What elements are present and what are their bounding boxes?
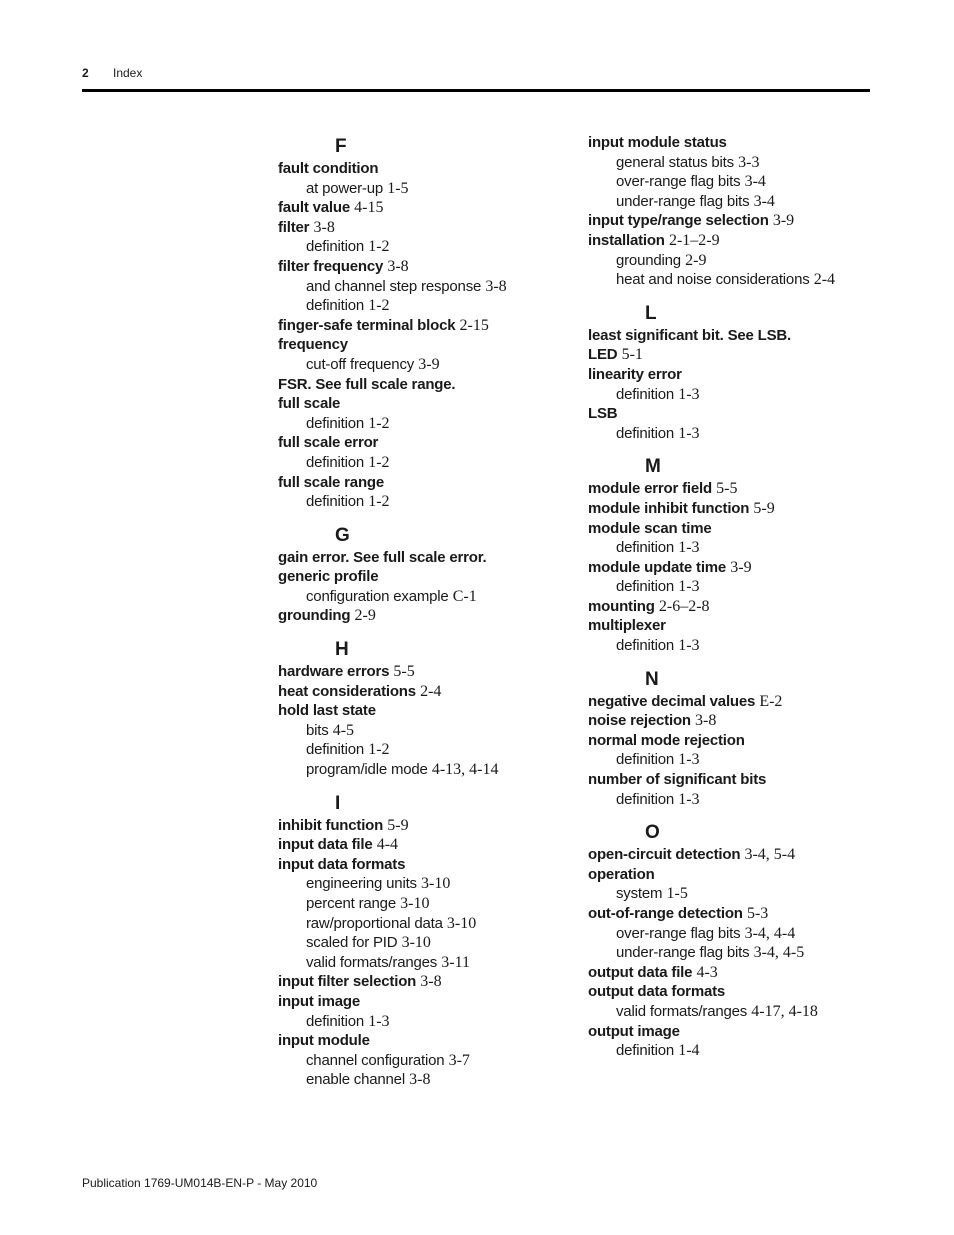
index-term — [588, 904, 888, 924]
index-subentry — [278, 1070, 578, 1090]
term-pages: 2-4 — [420, 682, 442, 700]
index-term — [588, 731, 888, 751]
subentry-text: definition — [616, 1042, 675, 1060]
term-pages: 3-8 — [313, 218, 335, 236]
section-letter: F — [335, 136, 347, 157]
index-section — [278, 792, 578, 1090]
subentry-text: definition — [616, 424, 675, 442]
term-text: input data formats — [278, 855, 406, 873]
index-term — [588, 558, 888, 578]
index-term — [278, 855, 578, 875]
subentry-text: valid formats/ranges — [306, 953, 438, 971]
index-subentry — [588, 424, 888, 444]
subentry-pages: 2-4 — [813, 271, 836, 289]
subentry-pages: 4-13, 4-14 — [431, 761, 499, 779]
index-subentry — [278, 874, 578, 894]
term-text: installation — [588, 231, 665, 249]
index-term — [588, 982, 888, 1002]
subentry-text: definition — [306, 297, 365, 315]
term-text: fault condition — [278, 160, 379, 177]
page-header — [82, 66, 870, 86]
subentry-text: bits — [306, 721, 329, 739]
term-text: input data file — [278, 836, 373, 854]
subentry-text: general status bits — [616, 153, 734, 171]
subentry-pages: 3-10 — [446, 914, 477, 932]
term-pages: 3-9 — [772, 212, 795, 230]
term-text: input image — [278, 992, 360, 1010]
index-subentry — [278, 953, 578, 973]
index-subentry — [588, 943, 888, 963]
term-pages: 4-3 — [696, 963, 718, 981]
subentry-text: program/idle mode — [306, 761, 428, 779]
header-label: Index — [113, 66, 143, 80]
index-term — [588, 211, 888, 231]
subentry-pages: 1-3 — [678, 385, 700, 403]
subentry-pages: 4-17, 4-18 — [751, 1002, 818, 1020]
subentry-pages: 3-10 — [401, 934, 431, 952]
index-term — [278, 682, 578, 702]
term-text: input module status — [588, 134, 727, 151]
subentry-pages: 3-9 — [418, 355, 440, 373]
subentry-pages: 1-3 — [678, 539, 700, 557]
term-text: fault value — [278, 199, 350, 217]
term-pages: 4-15 — [354, 199, 384, 217]
index-subentry — [588, 790, 888, 810]
index-term — [588, 231, 888, 251]
term-text: LED — [588, 346, 618, 364]
header-rule — [82, 89, 870, 92]
index-section — [588, 668, 888, 810]
index-subentry — [278, 894, 578, 914]
index-term — [278, 335, 578, 355]
subentry-pages: 3-3 — [738, 153, 760, 171]
index-subentry — [278, 933, 578, 953]
term-text: hold last state — [278, 702, 376, 720]
subentry-text: definition — [616, 790, 675, 808]
index-subentry — [588, 172, 888, 192]
index-subentry — [278, 721, 578, 741]
index-section — [588, 133, 888, 290]
subentry-text: channel configuration — [306, 1051, 445, 1069]
subentry-pages: 1-3 — [678, 424, 700, 442]
term-text: normal mode rejection — [588, 731, 745, 749]
term-text: multiplexer — [588, 617, 666, 635]
term-text: finger-safe terminal block — [278, 316, 456, 334]
term-text: number of significant bits — [588, 771, 767, 789]
index-term — [278, 375, 578, 395]
page-number: 2 — [82, 66, 89, 80]
term-pages: 5-3 — [746, 905, 769, 922]
subentry-pages: 1-3 — [678, 578, 700, 596]
index-term — [278, 1031, 578, 1051]
term-text: filter — [278, 218, 310, 236]
subentry-pages: 1-2 — [368, 453, 390, 471]
index-subentry — [278, 914, 578, 934]
index-term — [278, 567, 578, 587]
term-pages: 5-1 — [621, 346, 643, 364]
term-text: inhibit function — [278, 816, 384, 834]
index-term — [588, 865, 888, 885]
index-term — [278, 662, 578, 682]
term-pages: 2-6–2-8 — [658, 597, 710, 615]
subentry-pages: 3-10 — [400, 895, 430, 912]
term-text: full scale range — [278, 473, 385, 491]
index-subentry — [588, 270, 888, 290]
subentry-pages: 3-8 — [485, 277, 507, 295]
term-pages: 5-5 — [393, 663, 415, 681]
term-text: noise rejection — [588, 712, 691, 730]
term-text: gain error. See full scale error. — [278, 548, 487, 566]
subentry-pages: 3-4 — [753, 192, 775, 210]
index-term — [588, 692, 888, 712]
subentry-text: definition — [616, 385, 675, 403]
subentry-text: definition — [306, 741, 365, 759]
index-subentry — [588, 385, 888, 405]
index-section — [278, 638, 578, 780]
subentry-text: cut-off frequency — [306, 355, 415, 373]
subentry-text: under-range flag bits — [616, 944, 750, 962]
index-section — [278, 135, 578, 512]
subentry-pages: 1-3 — [678, 790, 700, 808]
index-term — [278, 218, 578, 238]
index-subentry — [588, 636, 888, 656]
index-term — [278, 316, 578, 336]
subentry-text: over-range flag bits — [616, 924, 741, 942]
term-pages: 3-8 — [387, 257, 409, 275]
term-pages: E-2 — [759, 692, 783, 710]
term-pages: 3-8 — [420, 973, 442, 991]
subentry-text: valid formats/ranges — [616, 1002, 748, 1020]
subentry-pages: 1-4 — [678, 1042, 700, 1060]
index-subentry — [588, 884, 888, 904]
term-text: input type/range selection — [588, 212, 769, 230]
subentry-pages: 1-5 — [387, 179, 409, 197]
subentry-pages: 1-2 — [368, 741, 390, 759]
index-subentry — [588, 251, 888, 271]
subentry-text: heat and noise considerations — [616, 271, 810, 289]
subentry-pages: 3-8 — [409, 1071, 431, 1089]
term-text: least significant bit. See LSB. — [588, 326, 792, 344]
term-text: input module — [278, 1032, 370, 1050]
section-letter: I — [335, 792, 341, 814]
index-subentry — [588, 1002, 888, 1022]
index-section — [588, 455, 888, 655]
index-term — [278, 394, 578, 414]
subentry-pages: 1-2 — [368, 414, 390, 432]
index-term — [588, 345, 888, 365]
term-text: module update time — [588, 558, 727, 576]
index-subentry — [278, 453, 578, 473]
subentry-text: percent range — [306, 895, 396, 912]
term-text: hardware errors — [278, 663, 390, 681]
index-subentry — [278, 740, 578, 760]
index-subentry — [278, 296, 578, 316]
index-term — [588, 616, 888, 636]
index-subentry — [278, 414, 578, 434]
index-subentry — [278, 237, 578, 257]
subentry-pages: 1-2 — [368, 297, 390, 315]
subentry-pages: C-1 — [452, 587, 477, 605]
index-term — [588, 770, 888, 790]
index-term — [588, 326, 888, 346]
index-term — [588, 479, 888, 499]
term-text: output data file — [588, 963, 693, 981]
subentry-pages: 3-4 — [744, 173, 766, 191]
term-text: module error field — [588, 480, 712, 498]
subentry-pages: 2-9 — [685, 251, 707, 269]
term-text: linearity error — [588, 365, 682, 383]
index-section — [588, 821, 888, 1061]
index-term — [588, 1022, 888, 1042]
index-term — [278, 992, 578, 1012]
term-pages: 3-9 — [730, 558, 752, 576]
subentry-text: definition — [306, 238, 365, 256]
subentry-pages: 3-10 — [421, 875, 451, 893]
subentry-text: at power-up — [306, 179, 384, 197]
index-term — [588, 845, 888, 865]
subentry-text: definition — [306, 453, 365, 471]
index-subentry — [588, 577, 888, 597]
term-text: output image — [588, 1022, 680, 1040]
index-subentry — [278, 492, 578, 512]
term-pages: 2-9 — [354, 607, 376, 625]
index-section — [588, 302, 888, 444]
term-text: operation — [588, 865, 655, 883]
index-term — [588, 365, 888, 385]
subentry-text: over-range flag bits — [616, 173, 741, 191]
index-subentry — [588, 192, 888, 212]
term-text: output data formats — [588, 983, 726, 1001]
term-text: module inhibit function — [588, 499, 750, 517]
subentry-pages: 1-3 — [678, 751, 700, 769]
subentry-text: system — [616, 885, 663, 903]
subentry-pages: 1-3 — [368, 1012, 390, 1030]
term-text: frequency — [278, 336, 348, 354]
subentry-pages: 3-4, 4-5 — [753, 944, 805, 962]
index-column-left — [278, 133, 578, 1102]
term-pages: 4-4 — [376, 836, 399, 854]
index-term — [278, 433, 578, 453]
term-text: mounting — [588, 597, 655, 615]
term-text: open-circuit detection — [588, 846, 741, 864]
subentry-text: enable channel — [306, 1071, 405, 1089]
section-letter: L — [645, 302, 657, 324]
index-section — [278, 524, 578, 626]
subentry-text: definition — [306, 493, 365, 511]
term-text: filter frequency — [278, 257, 384, 275]
term-text: FSR. See full scale range. — [278, 375, 456, 393]
subentry-text: grounding — [616, 251, 681, 269]
index-term — [588, 597, 888, 617]
index-term — [278, 548, 578, 568]
term-text: full scale — [278, 395, 341, 413]
index-subentry — [278, 587, 578, 607]
section-letter: G — [335, 524, 350, 546]
term-pages: 5-9 — [753, 499, 775, 517]
term-text: full scale error — [278, 434, 379, 452]
subentry-text: definition — [616, 578, 675, 596]
index-term — [278, 972, 578, 992]
index-term — [588, 404, 888, 424]
section-letter: O — [645, 822, 660, 844]
index-subentry — [278, 277, 578, 297]
index-term — [588, 133, 888, 153]
index-subentry — [278, 1012, 578, 1032]
index-subentry — [588, 1041, 888, 1061]
subentry-pages: 3-11 — [441, 953, 470, 971]
index-subentry — [278, 1051, 578, 1071]
index-term — [278, 606, 578, 626]
term-pages: 2-15 — [459, 316, 489, 334]
subentry-pages: 1-3 — [678, 637, 700, 655]
index-term — [588, 519, 888, 539]
index-term — [588, 499, 888, 519]
subentry-pages: 3-7 — [448, 1051, 470, 1069]
subentry-text: raw/proportional data — [306, 914, 443, 932]
index-subentry — [588, 538, 888, 558]
term-pages: 5-5 — [716, 480, 738, 498]
subentry-pages: 3-4, 4-4 — [744, 924, 796, 942]
index-subentry — [588, 750, 888, 770]
index-subentry — [278, 355, 578, 375]
subentry-text: under-range flag bits — [616, 192, 750, 210]
subentry-text: definition — [616, 751, 675, 769]
index-term — [278, 257, 578, 277]
index-subentry — [588, 924, 888, 944]
index-subentry — [278, 179, 578, 199]
subentry-pages: 4-5 — [332, 721, 355, 739]
subentry-pages: 1-5 — [666, 885, 688, 903]
subentry-pages: 1-2 — [368, 238, 390, 256]
subentry-text: definition — [616, 539, 675, 557]
index-term — [278, 198, 578, 218]
subentry-text: engineering units — [306, 875, 417, 893]
term-pages: 3-8 — [695, 712, 717, 730]
term-text: out-of-range detection — [588, 905, 743, 922]
subentry-text: configuration example — [306, 587, 449, 605]
index-term — [278, 816, 578, 836]
index-subentry — [588, 153, 888, 173]
index-term — [588, 711, 888, 731]
term-text: heat considerations — [278, 682, 416, 700]
index-column-right — [588, 133, 888, 1073]
term-pages: 2-1–2-9 — [668, 231, 720, 249]
term-text: negative decimal values — [588, 692, 756, 710]
subentry-text: scaled for PID — [306, 934, 398, 952]
subentry-text: definition — [306, 1012, 365, 1030]
term-text: LSB — [588, 405, 618, 423]
index-term — [278, 473, 578, 493]
term-pages: 3-4, 5-4 — [744, 846, 796, 864]
index-term — [278, 701, 578, 721]
term-text: generic profile — [278, 568, 379, 586]
index-subentry — [278, 760, 578, 780]
subentry-text: definition — [306, 414, 365, 432]
term-text: grounding — [278, 607, 351, 625]
section-letter: H — [335, 639, 349, 661]
term-text: module scan time — [588, 519, 712, 537]
section-letter: M — [645, 456, 661, 478]
section-letter: N — [645, 668, 659, 690]
term-pages: 5-9 — [387, 816, 409, 834]
subentry-text: definition — [616, 637, 675, 655]
subentry-pages: 1-2 — [368, 493, 390, 511]
subentry-text: and channel step response — [306, 277, 482, 295]
index-term — [588, 963, 888, 983]
index-term — [278, 835, 578, 855]
publication-footer: Publication 1769-UM014B-EN-P - May 2010 — [82, 1176, 318, 1190]
index-term — [278, 159, 578, 179]
term-text: input filter selection — [278, 973, 417, 991]
